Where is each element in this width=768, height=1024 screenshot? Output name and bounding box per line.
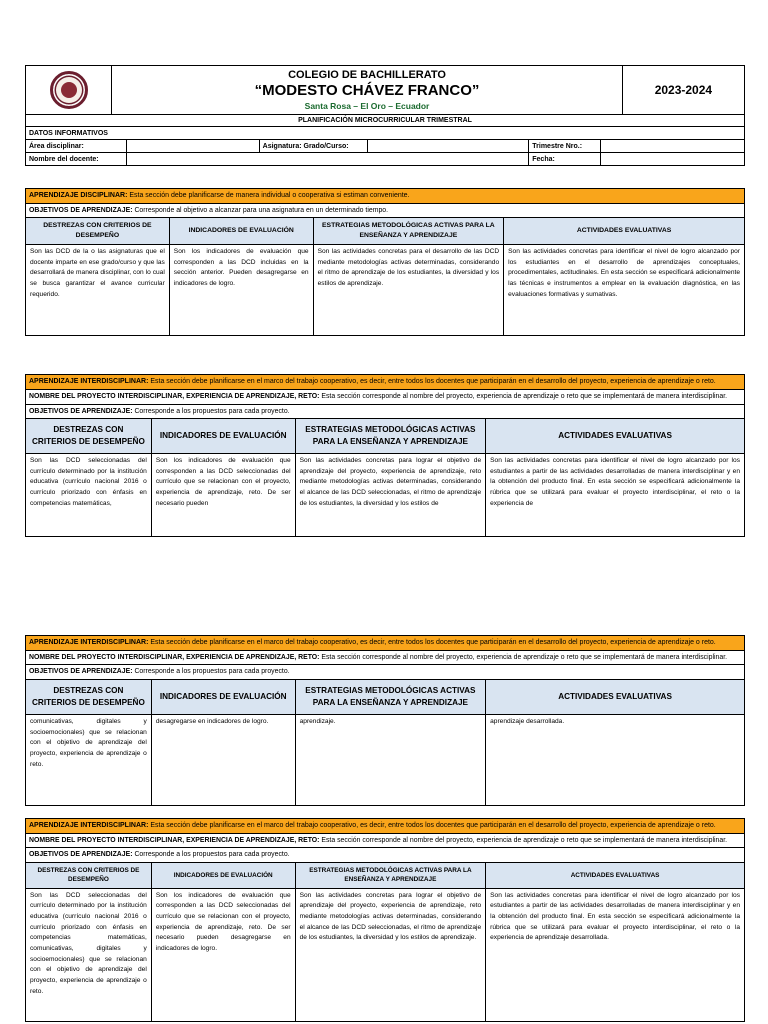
- banner-text: Esta sección debe planificarse en el marco del trabajo cooperativo, es decir, entre todos los docentes que participarán en el desarrollo del proyecto, experiencia de aprendizaje o reto.: [150, 639, 716, 647]
- datos-informativos-title: DATOS INFORMATIVOS: [26, 127, 745, 140]
- school-seal-icon: [50, 71, 88, 109]
- header-indicadores: INDICADORES DE EVALUACIÓN: [151, 863, 295, 889]
- cell-actividades: aprendizaje desarrollada.: [486, 714, 745, 805]
- aprendizaje-interdisciplinar-section-1: [25, 374, 745, 537]
- header-actividades: ACTIVIDADES EVALUATIVAS: [486, 680, 745, 715]
- school-type: COLEGIO DE BACHILLERATO: [288, 69, 446, 81]
- header-actividades: ACTIVIDADES EVALUATIVAS: [486, 863, 745, 889]
- objetivos-text: Corresponde al objetivo a alcanzar para una asignatura en un determinado tiempo.: [134, 206, 389, 214]
- datos-informativos-table: [25, 126, 745, 166]
- cell-estrategias: Son las actividades concretas para lograr el objetivo de aprendizaje del proyecto, experiencia de aprendizaje, reto mediante metodologías activas determinadas, considerando el alcance de las DCD seleccionadas, el ritmo de aprendizaje de los estudiantes, la diversidad y los estilos de: [295, 454, 486, 537]
- objetivos-text: Corresponde a los propuestos para cada proyecto.: [134, 851, 290, 859]
- objetivos-text: Corresponde a los propuestos para cada proyecto.: [134, 668, 290, 676]
- objetivos-label: OBJETIVOS DE APRENDIZAJE:: [29, 851, 133, 859]
- banner-text: Esta sección debe planificarse de manera individual o cooperativa si estiman conveniente.: [129, 192, 410, 199]
- nombre-proyecto-row: [25, 390, 745, 405]
- school-header-cell: [112, 66, 623, 115]
- docente-value: [126, 153, 529, 166]
- objetivos-label: OBJETIVOS DE APRENDIZAJE:: [29, 206, 133, 214]
- banner-label: APRENDIZAJE INTERDISCIPLINAR:: [29, 378, 149, 386]
- cell-indicadores: Son los indicadores de evaluación que corresponden a las DCD incluidas en la sección anterior. Pueden desagregarse en indicadores de logro.: [169, 245, 313, 336]
- cell-estrategias: aprendizaje.: [295, 714, 486, 805]
- school-year: 2023-2024: [622, 66, 744, 115]
- objetivos-row: [25, 665, 745, 680]
- aprendizaje-interdisciplinar-section-3: [25, 818, 745, 1022]
- asignatura-grado-value: [367, 140, 529, 153]
- header-estrategias: ESTRATEGIAS METODOLÓGICAS ACTIVAS PARA LA ENSEÑANZA Y APRENDIZAJE: [295, 863, 486, 889]
- section-banner: [25, 374, 745, 390]
- disciplinar-table: [25, 217, 745, 336]
- banner-label: APRENDIZAJE INTERDISCIPLINAR:: [29, 821, 149, 829]
- cell-indicadores: Son los indicadores de evaluación que corresponden a las DCD seleccionadas del currículo que se relacionan con el proyecto, experiencia de aprendizaje, reto. De ser necesario pueden: [151, 454, 295, 537]
- docente-label: Nombre del docente:: [26, 153, 127, 166]
- banner-text: Esta sección debe planificarse en el marco del trabajo cooperativo, es decir, entre todos los docentes que participarán en el desarrollo del proyecto, experiencia de aprendizaje o reto.: [150, 821, 716, 829]
- area-disciplinar-label: Área disciplinar:: [26, 140, 127, 153]
- interdisciplinar-table-1: [25, 418, 745, 537]
- aprendizaje-interdisciplinar-section-2: [25, 635, 745, 806]
- cell-indicadores: desagregarse en indicadores de logro.: [151, 714, 295, 805]
- area-disciplinar-value: [126, 140, 259, 153]
- school-name: “MODESTO CHÁVEZ FRANCO”: [254, 82, 480, 99]
- section-banner: [25, 188, 745, 204]
- nombre-proyecto-row: [25, 651, 745, 666]
- cell-destrezas: Son las DCD seleccionadas del currículo determinado por la institución educativa (currículo nacional 2016 o currículo priorizado con énfasis en competencias matemáticas,: [26, 454, 152, 537]
- header-indicadores: INDICADORES DE EVALUACIÓN: [169, 218, 313, 245]
- cell-estrategias: Son las actividades concretas para el desarrollo de las DCD mediante metodologías activas determinadas, considerando el ritmo de aprendizaje de los estudiantes, la diversidad y los estilos de aprendizaje.: [313, 245, 504, 336]
- table-row: [26, 714, 745, 805]
- nombre-proyecto-text: Esta sección corresponde al nombre del proyecto, experiencia de aprendizaje o reto que se implementará de manera interdisciplinar.: [321, 653, 728, 661]
- banner-label: APRENDIZAJE INTERDISCIPLINAR:: [29, 639, 149, 647]
- logo-cell: [26, 66, 112, 115]
- fecha-value: [601, 153, 745, 166]
- cell-actividades: Son las actividades concretas para identificar el nivel de logro alcanzado por los estudiantes a partir de las actividades desarrolladas de manera interdisciplinar y en la obtención del producto final. En esta sección se especificará adicionalmente la rúbrica que se utilizará para evaluar el proyecto interdisciplinar, el reto o la experiencia de: [486, 454, 745, 537]
- objetivos-label: OBJETIVOS DE APRENDIZAJE:: [29, 407, 133, 415]
- nombre-proyecto-text: Esta sección corresponde al nombre del proyecto, experiencia de aprendizaje o reto que se implementará de manera interdisciplinar.: [321, 836, 728, 844]
- interdisciplinar-table-3: [25, 862, 745, 1022]
- banner-label: APRENDIZAJE DISCIPLINAR:: [29, 192, 128, 199]
- school-location: Santa Rosa – El Oro – Ecuador: [304, 101, 430, 111]
- document-header: [25, 65, 745, 127]
- asignatura-grado-label: Asignatura: Grado/Curso:: [259, 140, 367, 153]
- objetivos-label: OBJETIVOS DE APRENDIZAJE:: [29, 668, 133, 676]
- header-destrezas: DESTREZAS CON CRITERIOS DE DESEMPEÑO: [26, 218, 170, 245]
- nombre-proyecto-text: Esta sección corresponde al nombre del proyecto, experiencia de aprendizaje o reto que se implementará de manera interdisciplinar.: [321, 392, 728, 400]
- header-estrategias: ESTRATEGIAS METODOLÓGICAS ACTIVAS PARA LA ENSEÑANZA Y APRENDIZAJE: [313, 218, 504, 245]
- cell-estrategias: Son las actividades concretas para lograr el objetivo de aprendizaje del proyecto, experiencia de aprendizaje, reto mediante metodologías activas determinadas, considerando el alcance de las DCD seleccionadas, el ritmo de aprendizaje de los estudiantes, la diversidad y los estilos de aprendizaje.: [295, 888, 486, 1021]
- objetivos-row: [25, 405, 745, 420]
- header-indicadores: INDICADORES DE EVALUACIÓN: [151, 419, 295, 454]
- header-destrezas: DESTREZAS CON CRITERIOS DE DESEMPEÑO: [26, 680, 152, 715]
- cell-actividades: Son las actividades concretas para identificar el nivel de logro alcanzado por los estudiantes en el desarrollo de aprendizajes conceptuales, procedimentales, actitudinales. En esta sección se especificará adicionalmente las técnicas e instrumentos a emplear en la evaluación diagnóstica, en las evaluaciones formativas y sumativas.: [504, 245, 745, 336]
- table-row: [26, 454, 745, 537]
- header-estrategias: ESTRATEGIAS METODOLÓGICAS ACTIVAS PARA LA ENSEÑANZA Y APRENDIZAJE: [295, 680, 486, 715]
- nombre-proyecto-row: [25, 834, 745, 849]
- table-row: [26, 888, 745, 1021]
- trimestre-value: [601, 140, 745, 153]
- fecha-label: Fecha:: [529, 153, 601, 166]
- cell-destrezas: Son las DCD seleccionadas del currículo determinado por la institución educativa (currículo nacional 2016 o currículo priorizado con énfasis en competencias matemáticas, comunicativas, digitales y socioemocionales) que se relacionan con el objetivo de aprendizaje del proyecto, experiencia de aprendizaje o reto.: [26, 888, 152, 1021]
- header-actividades: ACTIVIDADES EVALUATIVAS: [486, 419, 745, 454]
- document-title: PLANIFICACIÓN MICROCURRICULAR TRIMESTRAL: [26, 115, 745, 127]
- cell-indicadores: Son los indicadores de evaluación que corresponden a las DCD seleccionadas del currículo que se relacionan con el proyecto, experiencia de aprendizaje, reto. De ser necesario pueden desagregarse en indicadores de logro.: [151, 888, 295, 1021]
- header-estrategias: ESTRATEGIAS METODOLÓGICAS ACTIVAS PARA LA ENSEÑANZA Y APRENDIZAJE: [295, 419, 486, 454]
- cell-destrezas: comunicativas, digitales y socioemocionales) que se relacionan con el objetivo de aprendizaje del proyecto, experiencia de aprendizaje o reto.: [26, 714, 152, 805]
- nombre-proyecto-label: NOMBRE DEL PROYECTO INTERDISCIPLINAR, EXPERIENCIA DE APRENDIZAJE, RETO:: [29, 392, 320, 400]
- section-banner: [25, 635, 745, 651]
- nombre-proyecto-label: NOMBRE DEL PROYECTO INTERDISCIPLINAR, EXPERIENCIA DE APRENDIZAJE, RETO:: [29, 653, 320, 661]
- header-destrezas: DESTREZAS CON CRITERIOS DE DESEMPEÑO: [26, 863, 152, 889]
- trimestre-label: Trimestre Nro.:: [529, 140, 601, 153]
- section-banner: [25, 818, 745, 834]
- nombre-proyecto-label: NOMBRE DEL PROYECTO INTERDISCIPLINAR, EXPERIENCIA DE APRENDIZAJE, RETO:: [29, 836, 320, 844]
- table-row: [26, 245, 745, 336]
- banner-text: Esta sección debe planificarse en el marco del trabajo cooperativo, es decir, entre todos los docentes que participarán en el desarrollo del proyecto, experiencia de aprendizaje o reto.: [150, 378, 716, 386]
- header-actividades: ACTIVIDADES EVALUATIVAS: [504, 218, 745, 245]
- aprendizaje-disciplinar-section: [25, 188, 745, 336]
- objetivos-row: [25, 204, 745, 219]
- interdisciplinar-table-2: [25, 679, 745, 806]
- header-destrezas: DESTREZAS CON CRITERIOS DE DESEMPEÑO: [26, 419, 152, 454]
- objetivos-text: Corresponde a los propuestos para cada proyecto.: [134, 407, 290, 415]
- header-indicadores: INDICADORES DE EVALUACIÓN: [151, 680, 295, 715]
- objetivos-row: [25, 848, 745, 863]
- cell-actividades: Son las actividades concretas para identificar el nivel de logro alcanzado por los estudiantes a partir de las actividades desarrolladas de manera interdisciplinar y en la obtención del producto final. En esta sección se especificará adicionalmente la rúbrica que se utilizará para evaluar el proyecto interdisciplinar, el reto o la experiencia de aprendizaje desarrollada.: [486, 888, 745, 1021]
- cell-destrezas: Son las DCD de la o las asignaturas que el docente imparte en ese grado/curso y que las desarrollará de manera disciplinar, con lo cual se busca garantizar el avance curricular requerido.: [26, 245, 170, 336]
